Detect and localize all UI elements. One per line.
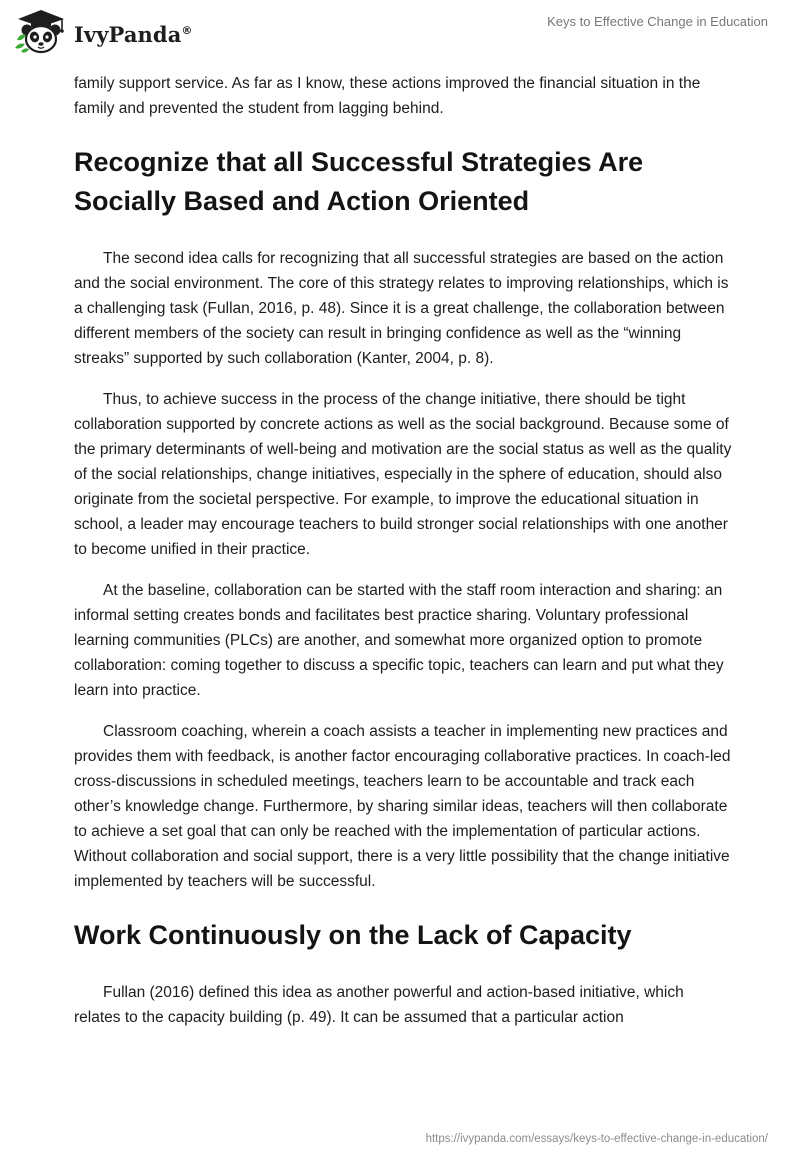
page-header	[0, 0, 800, 64]
ivypanda-logo[interactable]	[14, 8, 193, 54]
paragraph: Fullan (2016) defined this idea as another powerful and action-based initiative, which relates to the capacity building (p. 49). It can be assumed that a particular action	[74, 984, 684, 1026]
paragraph: Classroom coaching, wherein a coach assists a teacher in implementing new practices and provides them with feedback, is another factor encouraging collaborative practices. In coach-led cross-discussions in scheduled meetings, teachers learn to be accountable and track each other’s knowledge change. Furthermore, by sharing similar ideas, teachers will then collaborate to achieve a set goal that can only be reached with the implementation of particular actions. Without collaboration and social support, there is a very little possibility that the change initiative implemented by teachers will be successful.	[74, 723, 731, 890]
section-heading-lack-of-capacity: Work Continuously on the Lack of Capacity	[74, 920, 632, 950]
panda-graduate-icon	[14, 8, 68, 54]
section-heading-socially-based: Recognize that all Successful Strategies Are Socially Based and Action Oriented	[74, 147, 644, 216]
document-title: Keys to Effective Change in Education	[547, 14, 768, 29]
paragraph: Thus, to achieve success in the process of the change initiative, there should be tight collaboration supported by concrete actions as well as the social background. Because some of the primary determinants of well-being and motivation are the social status as well as the quality of the social relationships, change initiatives, especially in the sphere of education, should also originate from the societal perspective. For example, to improve the educational situation in school, a leader may encourage teachers to build stronger social relationships with one another to become unified in their practice.	[74, 391, 732, 558]
paragraph: The second idea calls for recognizing that all successful strategies are based on the action and the social environment. The core of this strategy relates to improving relationships, which is a challenging task (Fullan, 2016, p. 48). Since it is a great challenge, the collaboration between different members of the society can result in bringing confidence as well as the “winning streaks” supported by such collaboration (Kanter, 2004, p. 8).	[74, 250, 729, 367]
registered-mark: ®	[181, 23, 193, 37]
source-url[interactable]: https://ivypanda.com/essays/keys-to-effective-change-in-education/	[425, 1133, 768, 1145]
paragraph-continued: family support service. As far as I know, these actions improved the financial situation in the family and prevented the student from lagging behind.	[74, 75, 701, 117]
brand-name: IvyPanda®	[74, 21, 193, 47]
essay-body	[74, 71, 734, 1046]
paragraph: At the baseline, collaboration can be started with the staff room interaction and sharing: an informal setting creates bonds and facilitates best practice sharing. Voluntary professional learning communities (PLCs) are another, and somewhat more organized option to promote collaboration: coming together to discuss a specific topic, teachers can learn and put what they learn into practice.	[74, 582, 724, 699]
